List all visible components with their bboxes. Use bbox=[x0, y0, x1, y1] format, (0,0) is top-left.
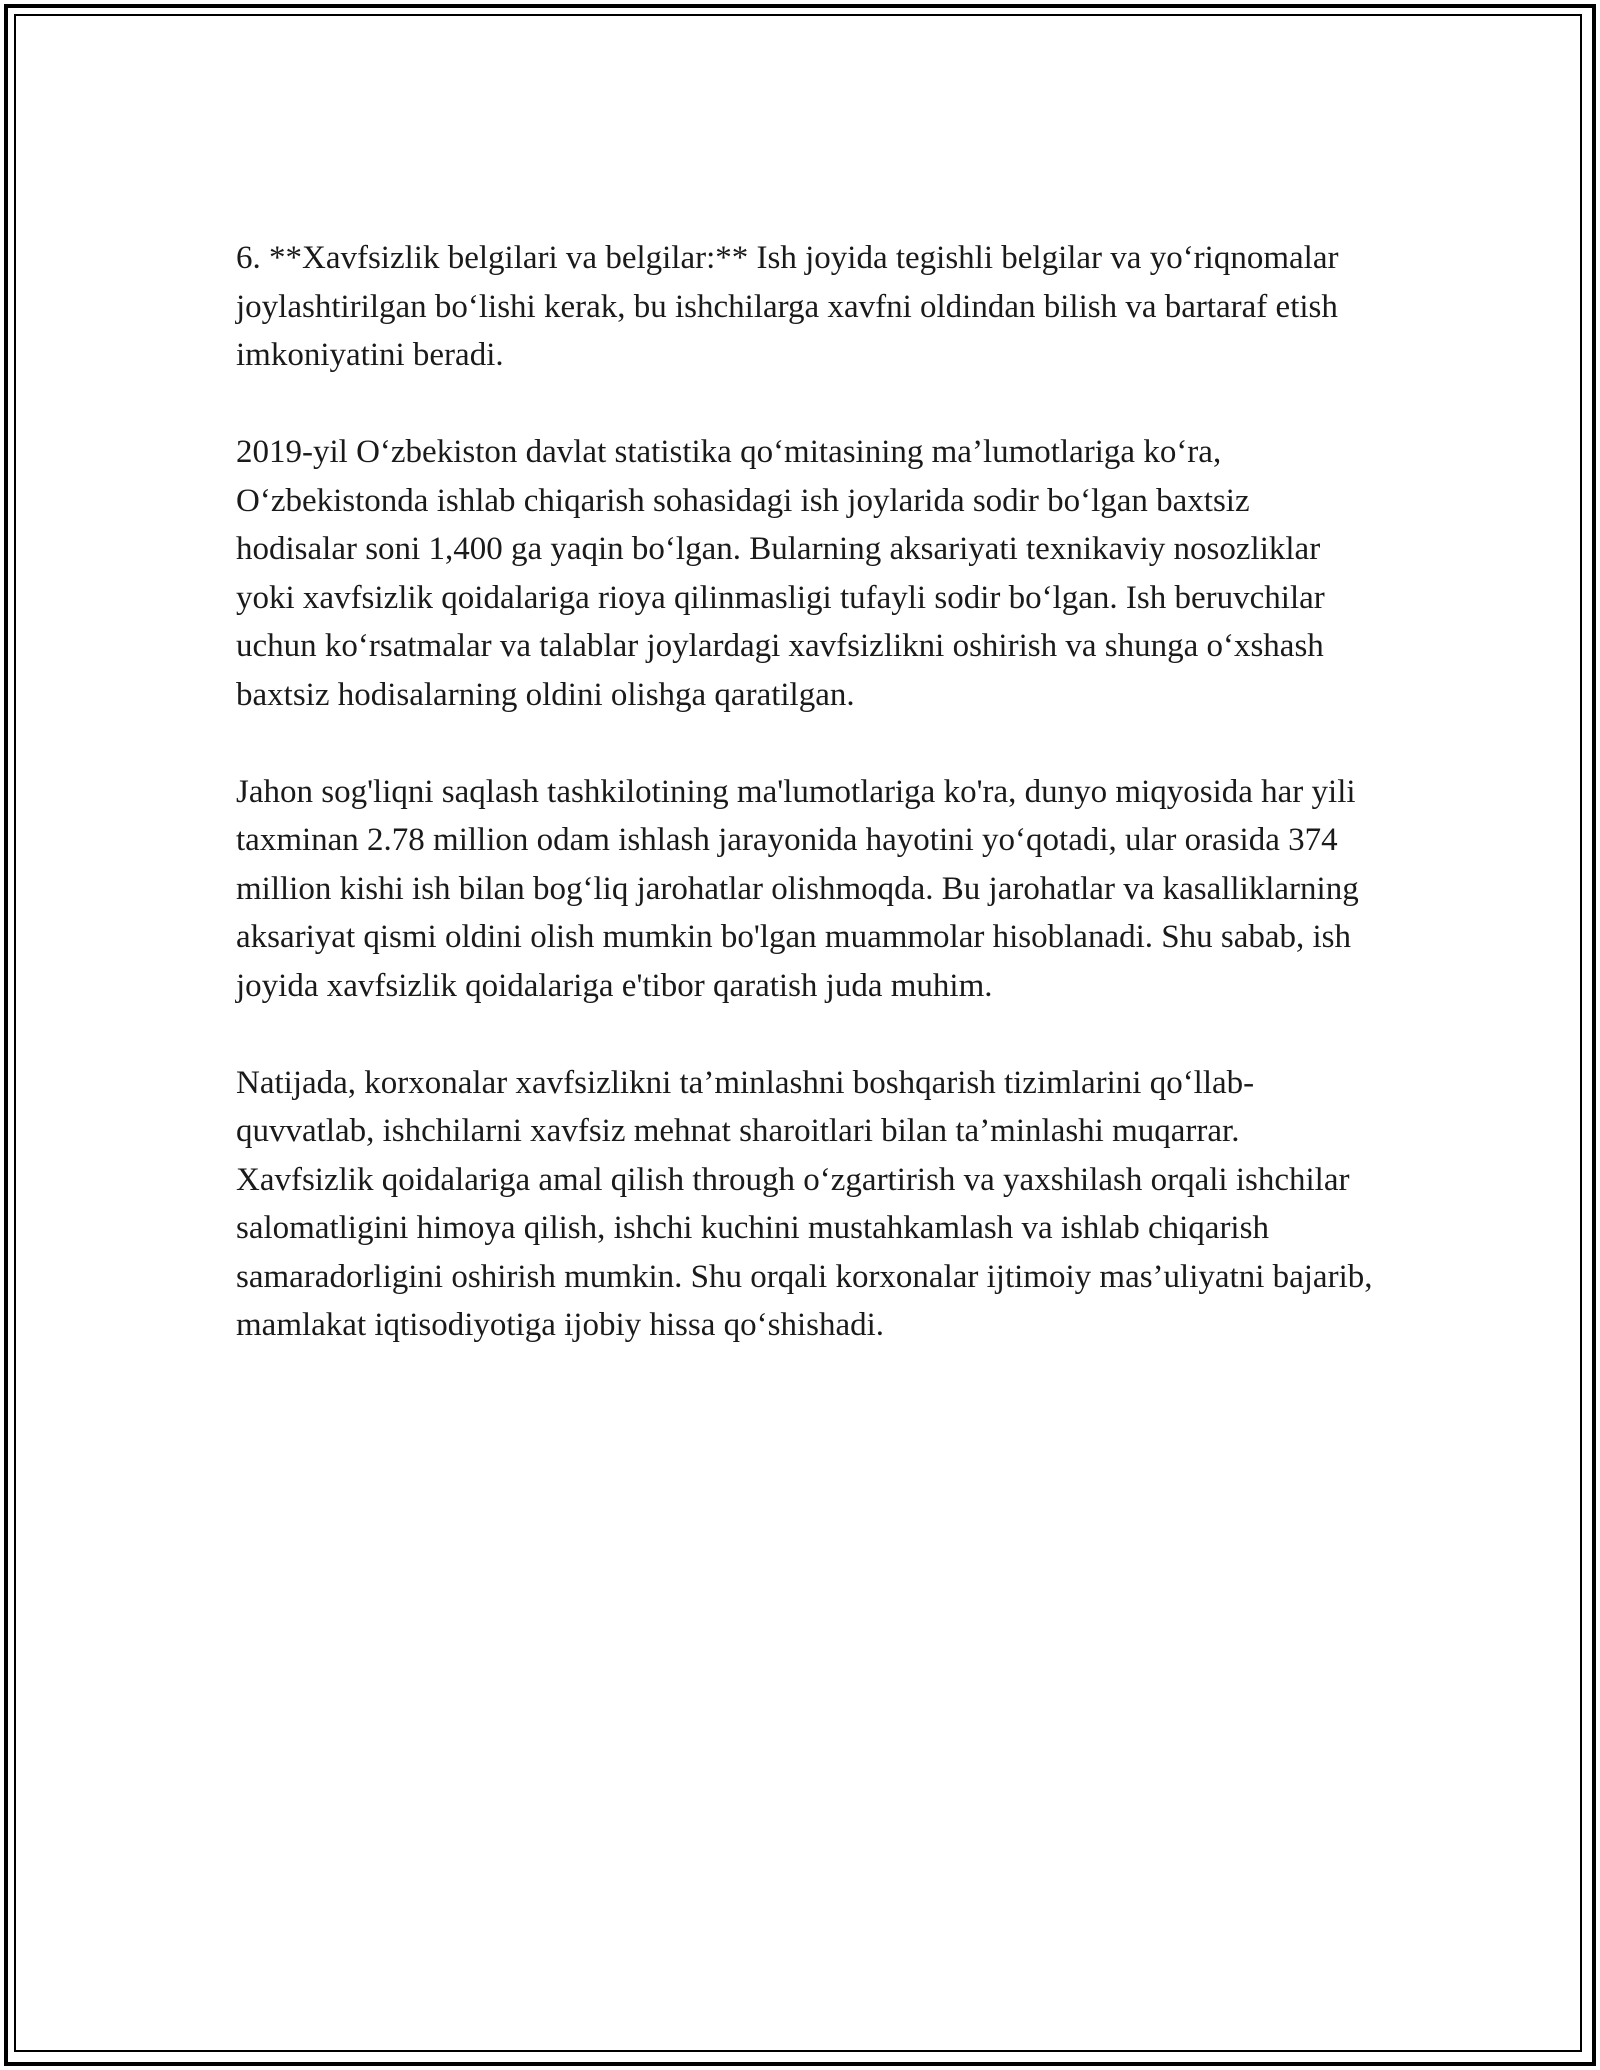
paragraph-safety-signs: 6. **Xavfsizlik belgilari va belgilar:** Ish joyida tegishli belgilar va yo‘riqnomalar joylashtirilgan bo‘lishi kerak, bu ishchilarga xavfni oldindan bilish va bartaraf etish imkoniyatini beradi. bbox=[236, 240, 1339, 373]
paragraph-uzbekistan-statistics: 2019-yil O‘zbekiston davlat statistika qo‘mitasining ma’lumotlariga ko‘ra, O‘zbekistonda ishlab chiqarish sohasidagi ish joylarida sodir bo‘lgan baxtsiz hodisalar soni 1,400 ga yaqin bo‘lgan. Bularning aksariyati texnikaviy nosozliklar yoki xavfsizlik qoidalariga rioya qilinmasligi tufayli sodir bo‘lgan. Ish beruvchilar uchun ko‘rsatmalar va talablar joylardagi xavfsizlikni oshirish va shunga o‘xshash baxtsiz hodisalarning oldini olishga qaratilgan. bbox=[236, 434, 1325, 713]
paragraph-who-statistics: Jahon sog'liqni saqlash tashkilotining ma'lumotlariga ko'ra, dunyo miqyosida har yili taxminan 2.78 million odam ishlash jarayonida hayotini yo‘qotadi, ular orasida 374 million kishi ish bilan bog‘liq jarohatlar olishmoqda. Bu jarohatlar va kasalliklarning aksariyat qismi oldini olish mumkin bo'lgan muammolar hisoblanadi. Shu sabab, ish joyida xavfsizlik qoidalariga e'tibor qaratish juda muhim. bbox=[236, 773, 1359, 1004]
document-body bbox=[236, 234, 1376, 1398]
paragraph-conclusion: Natijada, korxonalar xavfsizlikni ta’minlashni boshqarish tizimlarini qo‘llab-quvvatlab, ishchilarni xavfsiz mehnat sharoitlari bilan ta’minlashi muqarrar. Xavfsizlik qoidalariga amal qilish through o‘zgartirish va yaxshilash orqali ishchilar salomatligini himoya qilish, ishchi kuchini mustahkamlash va ishlab chiqarish samaradorligini oshirish mumkin. Shu orqali korxonalar ijtimoiy mas’uliyatni bajarib, mamlakat iqtisodiyotiga ijobiy hissa qo‘shishadi. bbox=[236, 1064, 1373, 1343]
